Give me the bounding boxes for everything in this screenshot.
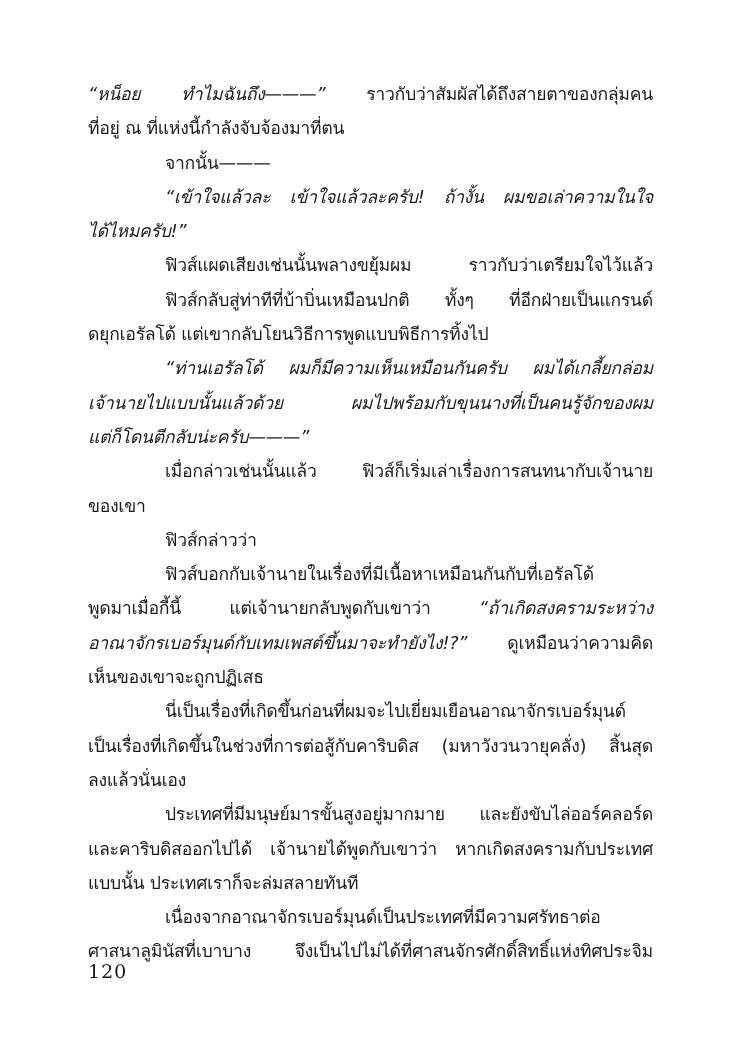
dialogue-text: ได้ไหมครับ!” (88, 222, 187, 243)
text-line (88, 215, 653, 249)
text-line (88, 592, 653, 626)
narration-text: เห็นของเขาจะถูกปฏิเสธ (88, 668, 264, 689)
narration-text: เป็นเรื่องที่เกิดขึ้นในช่วงที่การต่อสู้กับคาริบดิส (มหาวังวนวายุคลั่ง) สิ้นสุด (88, 736, 653, 757)
text-line (88, 764, 653, 798)
dialogue-text: “ท่านเอรัลโด้ ผมก็มีความเห็นเหมือนกันครับ ผมได้เกลี้ยกล่อม (165, 359, 653, 380)
body-text (88, 78, 653, 970)
text-line (88, 661, 653, 695)
text-line (88, 730, 653, 764)
narration-text: ที่อยู่ ณ ที่แห่งนี้กำลังจับจ้องมาที่ตน (88, 119, 345, 140)
text-line (88, 558, 653, 592)
dialogue-text: เจ้านายไปแบบนั้นแล้วด้วย ผมไปพร้อมกับขุนนางที่เป็นคนรู้จักของผม (88, 393, 653, 414)
dialogue-text: “หน็อย ทำไมฉันถึง———” (88, 85, 326, 105)
text-line (88, 387, 653, 421)
narration-text: ดยุกเอรัลโด้ แต่เขากลับโยนวิธีการพูดแบบพิธีการทิ้งไป (88, 325, 489, 346)
text-line (88, 935, 653, 969)
text-line (88, 695, 653, 729)
text-line (88, 147, 653, 181)
narration-text: ศาสนาลูมินัสที่เบาบาง จึงเป็นไปไม่ได้ที่ศาสนจักรศักดิ์สิทธิ์แห่งทิศประจิม (88, 942, 653, 963)
text-line (88, 352, 653, 386)
narration-text: ของเขา (88, 496, 146, 517)
narration-text: นี่เป็นเรื่องที่เกิดขึ้นก่อนที่ผมจะไปเยี่ยมเยือนอาณาจักรเบอร์มุนด์ (165, 702, 626, 723)
narration-text: ประเทศที่มีมนุษย์มารขั้นสูงอยู่มากมาย และยังขับไล่ออร์คลอร์ด (165, 805, 653, 826)
narration-text: ดูเหมือนว่าความคิด (467, 633, 653, 654)
text-line (88, 490, 653, 524)
narration-text: จากนั้น——— (165, 153, 271, 174)
dialogue-text: อาณาจักรเบอร์มุนด์กับเทมเพสต์ขึ้นมาจะทำยังไง!?” (88, 633, 468, 654)
text-line (88, 112, 653, 146)
narration-text: เนื่องจากอาณาจักรเบอร์มุนด์เป็นประเทศที่มีความศรัทธาต่อ (165, 908, 601, 929)
text-line (88, 284, 653, 318)
narration-text: ฟิวส์บอกกับเจ้านายในเรื่องที่มีเนื้อหาเหมือนกันกับที่เอรัลโด้ (165, 565, 594, 586)
dialogue-text: แต่ก็โดนตีกลับน่ะครับ———” (88, 427, 310, 448)
text-line (88, 318, 653, 352)
narration-text: ฟิวส์แผดเสียงเช่นนั้นพลางขยุ้มผม ราวกับว่าเตรียมใจไว้แล้ว (165, 256, 653, 277)
text-line (88, 798, 653, 832)
narration-text: แบบนั้น ประเทศเราก็จะล่มสลายทันที (88, 873, 359, 894)
text-line (88, 78, 653, 112)
narration-text: ฟิวส์กล่าวว่า (165, 530, 257, 551)
text-line (88, 901, 653, 935)
text-line (88, 421, 653, 455)
text-line (88, 249, 653, 283)
dialogue-text: “ถ้าเกิดสงครามระหว่าง (478, 599, 653, 620)
narration-text: เมื่อกล่าวเช่นนั้นแล้ว ฟิวส์ก็เริ่มเล่าเรื่องการสนทนากับเจ้านาย (165, 462, 653, 483)
narration-text: และคาริบดิสออกไปได้ เจ้านายได้พูดกับเขาว่า หากเกิดสงครามกับประเทศ (88, 839, 653, 860)
text-line (88, 833, 653, 867)
text-line (88, 867, 653, 901)
text-line (88, 455, 653, 489)
page-number: 120 (88, 961, 128, 983)
text-line (88, 627, 653, 661)
narration-text: ราวกับว่าสัมผัสได้ถึงสายตาของกลุ่มคน (325, 85, 653, 105)
dialogue-text: “เข้าใจแล้วละ เข้าใจแล้วละครับ! ถ้างั้น ผมขอเล่าความในใจ (165, 187, 653, 208)
text-line (88, 181, 653, 215)
narration-text: ลงแล้วนั่นเอง (88, 770, 187, 791)
text-line (88, 524, 653, 558)
narration-text: ฟิวส์กลับสู่ท่าทีที่บ้าบิ่นเหมือนปกติ ทั้งๆ ที่อีกฝ่ายเป็นแกรนด์ (165, 290, 653, 311)
narration-text: พูดมาเมื่อกี้นี้ แต่เจ้านายกลับพูดกับเขาว่า (88, 599, 479, 620)
